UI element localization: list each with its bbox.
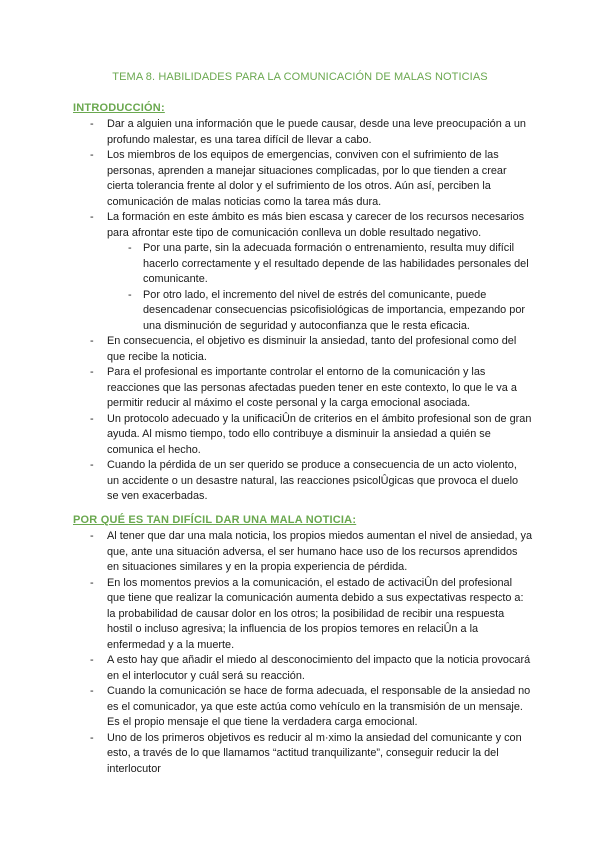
list-item [0,210,600,241]
list-item-text: La formación en este ámbito es más bien escasa y carecer de los recursos necesarios para afrontar este tipo de comunicación conlleva un doble resultado negativo. [107,211,525,239]
list-item [0,117,600,148]
list-item-text: Uno de los primeros objetivos es reducir al m·ximo la ansiedad del comunicante y con esto, a través de lo que llamamos “actitud tranquilizante”, conseguir reducir la del interlocutor [107,731,522,775]
list-item-text: En consecuencia, el objetivo es disminuir la ansiedad, tanto del profesional como del que recibe la noticia. [107,335,517,363]
list-item [0,529,600,576]
list-item-text: Para el profesional es importante controlar el entorno de la comunicación y las reacciones que las personas afectadas pueden tener en este contexto, lo que le va a permitir reducir al máximo el coste personal y la carga emocional asociada. [107,366,517,409]
document-title: TEMA 8. HABILIDADES PARA LA COMUNICACIÓN DE MALAS NOTICIAS [112,71,488,83]
bullet-dash: - [90,654,94,666]
list-item [0,148,600,210]
section-heading-introduccion: INTRODUCCIÓN: [73,102,165,114]
list-item [0,365,600,412]
list-item [0,334,600,365]
list-item-text: Dar a alguien una información que le puede causar, desde una leve preocupación a un profundo malestar, es una tarea difícil de llevar a cabo. [107,118,526,146]
section-heading-por-que: POR QUÉ ES TAN DIFÍCIL DAR UNA MALA NOTICIA: [73,514,357,526]
bullet-dash: - [90,412,94,425]
bullet-dash: - [90,366,94,378]
list-item-text: Cuando la pérdida de un ser querido se produce a consecuencia de un acto violento, un accidente o un desastre natural, las reacciones psicolÛgicas que provoca el duelo se ven exacerbadas. [107,459,519,502]
bullet-dash: - [128,242,132,254]
bullet-dash: - [90,459,94,471]
bullet-dash: - [90,149,94,161]
introduccion-list [0,117,600,505]
bullet-dash: - [90,576,94,589]
sub-list-item-text: Por una parte, sin la adecuada formación o entrenamiento, resulta muy difícil hacerlo correctamente y el resultado depende de las habilidades personales del comunicante. [143,242,529,285]
sub-list-item-text: Por otro lado, el incremento del nivel de estrés del comunicante, puede desencadenar consecuencias psicofisiológicas de importancia, empezando por una disminución de seguridad y autoconfianza que le resta eficacia. [143,288,526,332]
sub-list-item [0,241,600,288]
bullet-dash: - [90,118,94,130]
list-item [0,458,600,505]
bullet-dash: - [90,335,94,347]
list-item-text: Al tener que dar una mala noticia, los propios miedos aumentan el nivel de ansiedad, ya que, ante una situación adversa, el ser humano hace uso de los recursos aprendidos en situaciones similares y en la propia experiencia de pérdida. [107,530,532,573]
bullet-dash: - [90,530,94,542]
sub-list-item [0,288,600,335]
list-item-text: Cuando la comunicación se hace de forma adecuada, el responsable de la ansiedad no es el comunicador, ya que este actúa como vehículo en la transmisión de un mensaje. Es el propio mensaje el que tiene la verdadera carga emocional. [107,685,531,728]
list-item [0,576,600,654]
list-item [0,412,600,459]
list-item-text: Los miembros de los equipos de emergencias, conviven con el sufrimiento de las personas, aprenden a manejar situaciones complicadas, por lo que tienden a crear cierta tolerancia frente al dolor y el sufrimiento de los otros. Aún así, perciben la comunicación de malas noticias como la tarea más dura. [107,149,507,208]
bullet-dash: - [128,288,132,301]
bullet-dash: - [90,685,94,697]
bullet-dash: - [90,211,94,223]
list-item [0,684,600,731]
list-item [0,653,600,684]
list-item-text: En los momentos previos a la comunicación, el estado de activaciÛn del profesional que tiene que realizar la comunicación aumenta debido a sus expectativas respecto a: la probabilidad de causar dolor en los otros; la posibilidad de recibir una respuesta hostil o incluso agresiva; la influencia de los propios temores en relaciÛn a la enfermedad y a la muerte. [107,576,524,651]
bullet-dash: - [90,731,94,744]
list-item-text: Un protocolo adecuado y la unificaciÛn de criterios en el ámbito profesional son de gran ayuda. Al mismo tiempo, todo ello contribuye a disminuir la ansiedad a quién se comunica el hecho. [107,412,532,456]
list-item [0,731,600,778]
list-item-text: A esto hay que añadir el miedo al desconocimiento del impacto que la noticia provocará en el interlocutor y cuál será su reacción. [107,654,531,682]
por-que-list [0,529,600,777]
